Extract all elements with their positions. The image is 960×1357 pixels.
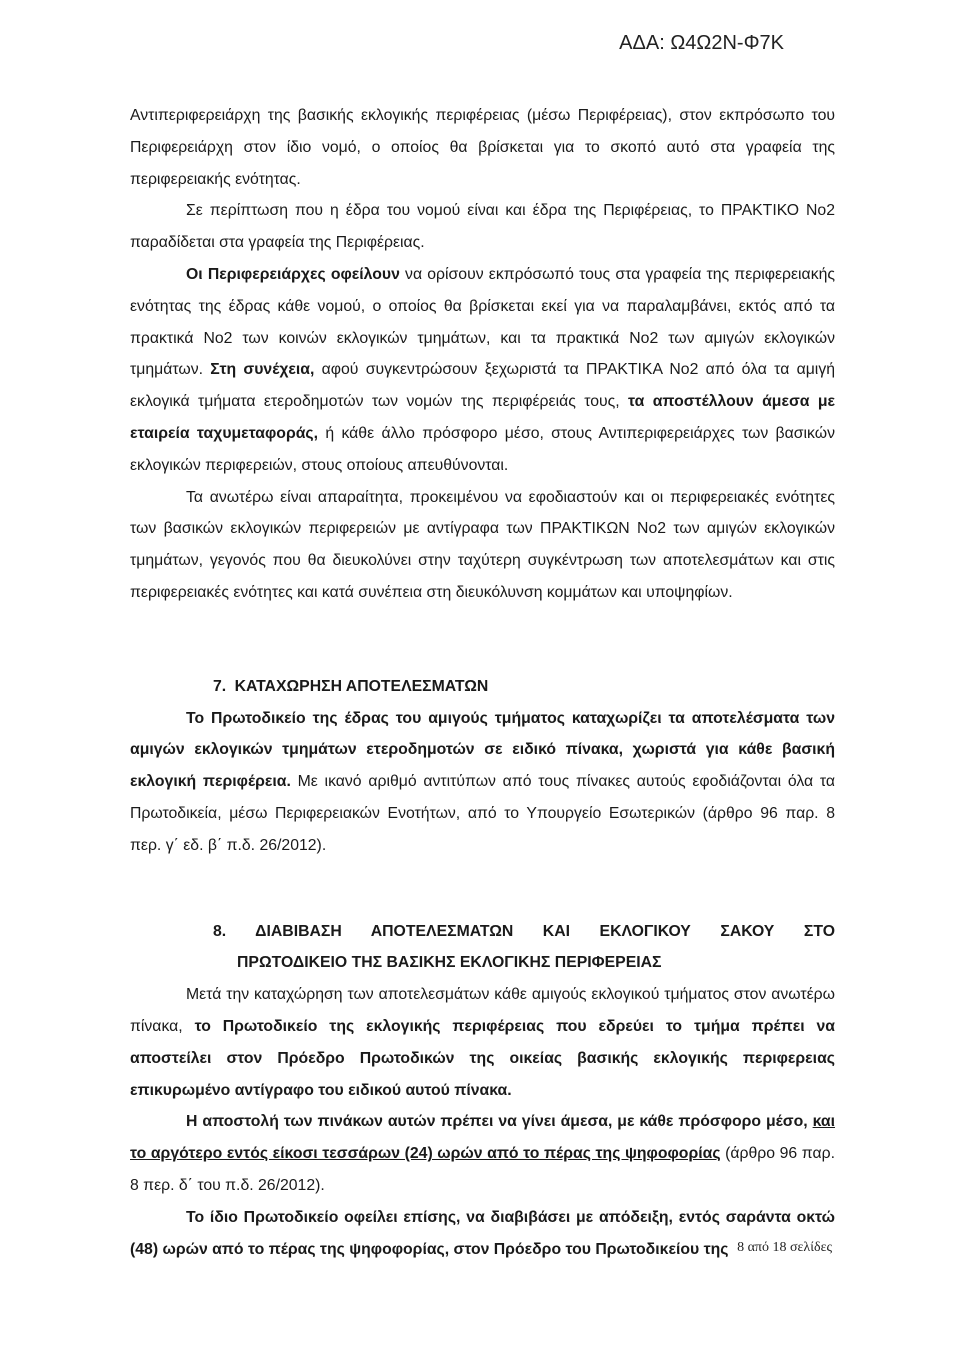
ada-code: ΑΔΑ: Ω4Ω2Ν-Φ7Κ <box>619 32 784 54</box>
section-title: ΚΑΤΑΧΩΡΗΣΗ ΑΠΟΤΕΛΕΣΜΑΤΩΝ <box>234 677 489 695</box>
text: Μετά την καταχώρηση των αποτελεσμάτων κάθε αμιγούς εκλογικού τμήματος στον ανωτέρω πίνακα, <box>130 986 835 1035</box>
paragraph: Τα ανωτέρω είναι απαραίτητα, προκειμένου να εφοδιαστούν και οι περιφερειακές ενότητες των βασικών εκλογικών περιφερειών με αντίγραφα των ΠΡΑΚΤΙΚΩΝ Νο2 των αμιγών εκλογικών τμημάτων, γεγονός που θα διευκολύνει στην ταχύτερη συγκέντρωση των αποτελεσμάτων και στις περιφερειακές ενότητες και κατά συνέπεια στη διευκόλυνση κομμάτων και υποψηφίων. <box>130 488 835 601</box>
text: Με ικανό αριθμό αντιτύπων από τους πίνακες αυτούς εφοδιάζονται όλα τα Πρωτοδικεία, μέσω Περιφερειακών Ενοτήτων, από το Υπουργείο Εσωτερικών (άρθρο 96 παρ. 8 περ. γ΄ εδ. β΄ π.δ. 26/2012). <box>130 773 836 854</box>
section-number: 8. <box>213 922 227 940</box>
bold-text: Οι Περιφερειάρχες οφείλουν <box>186 265 400 283</box>
bold-text: Στη συνέχεια, <box>210 361 315 379</box>
text: (άρθρο 96 παρ. 8 περ. δ΄ του π.δ. 26/2012). <box>130 1145 835 1194</box>
paragraph <box>130 259 835 482</box>
section-7-heading <box>130 671 835 703</box>
text: ή κάθε άλλο πρόσφορο μέσο, στους Αντιπεριφερειάρχες των βασικών εκλογικών περιφερειών, στους οποίους απευθύνονται. <box>130 424 835 474</box>
document-body <box>130 100 835 1265</box>
section-title-line1: ΔΙΑΒΙΒΑΣΗ ΑΠΟΤΕΛΕΣΜΑΤΩΝ ΚΑΙ ΕΚΛΟΓΙΚΟΥ ΣΑΚΟΥ ΣΤΟ <box>255 922 835 940</box>
section-number: 7. <box>213 677 227 695</box>
paragraph: Αντιπεριφερειάρχη της βασικής εκλογικής περιφέρειας (μέσω Περιφέρειας), στον εκπρόσωπο του Περιφερειάρχη στον ίδιο νομό, ο οποίος θα βρίσκεται για το σκοπό αυτό στα γραφεία της περιφερειακής ενότητας. <box>130 107 835 188</box>
paragraph <box>130 703 835 862</box>
bold-text: Το ίδιο Πρωτοδικείο οφείλει επίσης, να διαβιβάσει με απόδειξη, εντός σαράντα οκτώ (48) ωρών από το πέρας της ψηφοφορίας, στον Πρόεδρο του Πρωτοδικείου της <box>130 1208 835 1258</box>
paragraph: Σε περίπτωση που η έδρα του νομού είναι και έδρα της Περιφέρειας, το ΠΡΑΚΤΙΚΟ Νο2 παραδίδεται στα γραφεία της Περιφέρειας. <box>130 202 835 252</box>
page-number: 8 από 18 σελίδες <box>737 1240 832 1255</box>
bold-text: το Πρωτοδικείο της εκλογικής περιφέρειας που εδρεύει το τμήμα πρέπει να αποστείλει στον Πρόεδρο Πρωτοδικών της οικείας βασικής εκλογικής περιφερειας επικυρωμένο αντίγραφο του ειδικού αυτού πίνακα. <box>130 1017 835 1099</box>
paragraph <box>130 979 835 1106</box>
paragraph <box>130 1202 835 1266</box>
text: αφού συγκεντρώσουν ξεχωριστά τα ΠΡΑΚΤΙΚΑ Νο2 από όλα τα αμιγή εκλογικά τμήματα ετεροδημοτών των νομών της περιφέρειάς τους, <box>130 361 836 411</box>
text: να ορίσουν εκπρόσωπό τους στα γραφεία της περιφερειακής ενότητας της έδρας κάθε νομού, ο οποίος θα βρίσκεται εκεί για να παραλαμβάνει, εκτός από τα πρακτικά Νο2 των κοινών εκλογικών τμημάτων, και τα πρακτικά Νο2 των αμιγών εκλογικών τμημάτων. <box>130 265 835 379</box>
bold-text: Η αποστολή των πινάκων αυτών πρέπει να γίνει άμεσα, με κάθε πρόσφορο μέσο, <box>186 1113 808 1131</box>
bold-text: Το Πρωτοδικείο της έδρας του αμιγούς τμήματος καταχωρίζει τα αποτελέσματα των αμιγών εκλογικών τμημάτων ετεροδημοτών σε ειδικό πίνακα, χωριστά για κάθε βασική εκλογική περιφέρεια. <box>130 709 835 791</box>
underlined-text: και το αργότερο εντός είκοσι τεσσάρων (24) ωρών από το πέρας της ψηφοφορίας <box>130 1113 835 1163</box>
section-8-heading-line2: ΠΡΩΤΟΔΙΚΕΙΟ ΤΗΣ ΒΑΣΙΚΗΣ ΕΚΛΟΓΙΚΗΣ ΠΕΡΙΦΕΡΕΙΑΣ <box>237 954 662 972</box>
paragraph <box>130 1106 835 1201</box>
section-8-heading <box>130 916 835 948</box>
bold-text: τα αποστέλλουν άμεσα με εταιρεία ταχυμεταφοράς, <box>130 393 835 442</box>
